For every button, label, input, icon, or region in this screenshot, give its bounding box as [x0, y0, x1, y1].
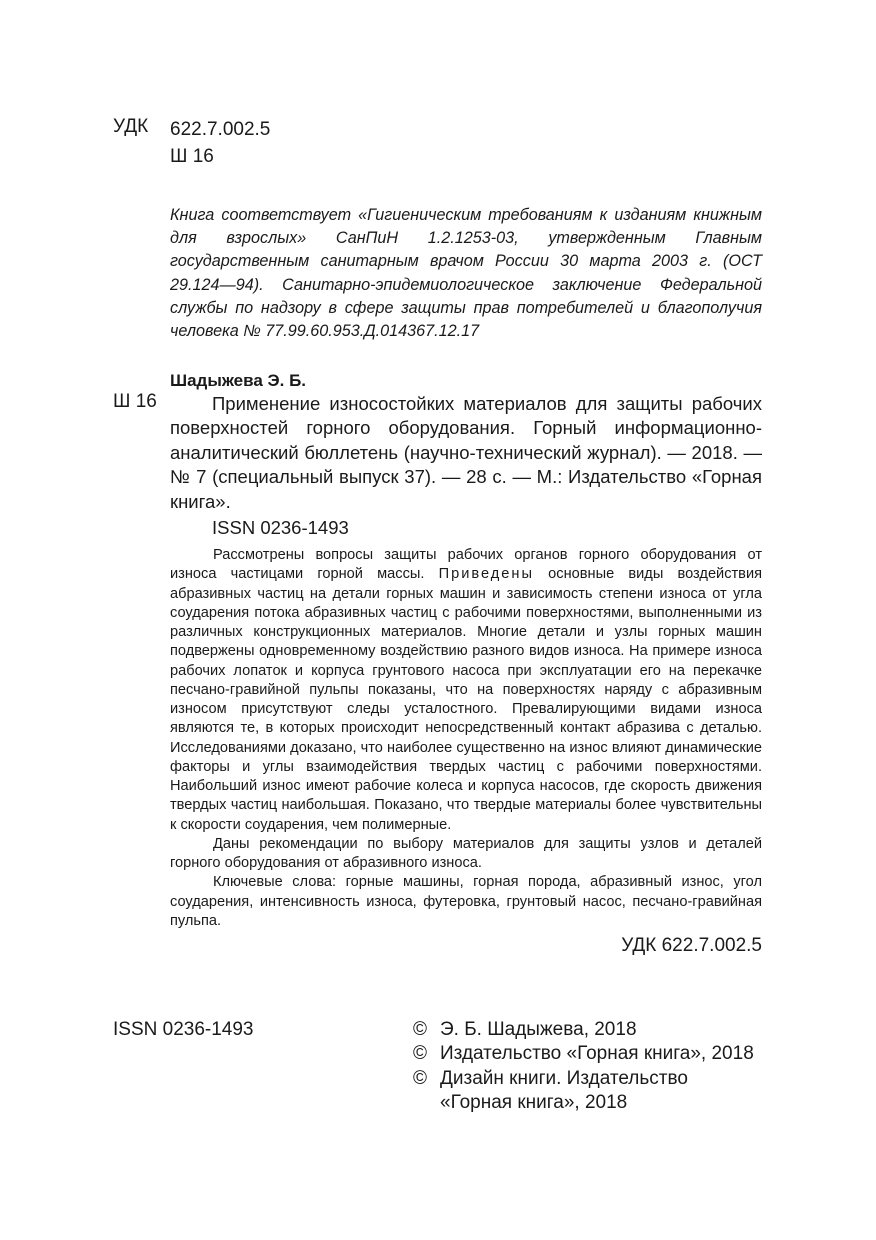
copyright-block [413, 1018, 754, 1116]
udk-bottom: УДК 622.7.002.5 [621, 935, 762, 956]
copyright-design: Дизайн книги. Издательство [440, 1067, 688, 1089]
abstract [170, 546, 762, 931]
copyright-icon: © [413, 1019, 427, 1040]
hygiene-note: Книга соответствует «Гигиеническим требованиям к изданиям книжным для взрослых» СанПиН 1.2.1253-03, утвержденным Главным государственным санитарным врачом России 30 марта 2003 г. (ОСТ 29.124—94). Санитарно-эпидемиологическое заключение Федеральной службы по надзору в сфере защиты прав потребителей и благополучия человека № 77.99.60.953.Д.014367.12.17 [170, 206, 762, 341]
copyright-icon: © [413, 1043, 427, 1065]
udk-code: 622.7.002.5 [170, 119, 271, 140]
copyright-line-3 [413, 1067, 754, 1091]
bbk-code: Ш 16 [170, 146, 214, 167]
copyright-author: Э. Б. Шадыжева, 2018 [440, 1019, 637, 1040]
copyright-design-cont: «Горная книга», 2018 [440, 1092, 628, 1114]
udk-label: УДК [113, 116, 149, 137]
catalog-shifr: Ш 16 [113, 391, 157, 412]
abstract-text-rest: основные виды воздействия абразивных частиц на детали горных машин и зависимость степени износа от угла соударения потока абразивных частиц с рабочими поверхностями, выполненными из различных конструкционных материалов. Многие детали и узлы горных машин подвержены одновременному воздействию разного видов износа. На примере износа рабочих лопаток и корпуса грунтового насоса при эксплуатации его на перекачке песчано-гравийной пульпы показаны, что на поверхностях наряду с абразивным износом присутствуют следы усталостного. Превалирующими видами износа являются те, в которых происходит непосредственный контакт абразива с деталью. Исследованиями доказано, что наиболее существенно на износ влияют динамические факторы и углы взаимодействия твердых частиц с рабочими поверхностями. Наибольший износ имеют рабочие колеса и корпуса насосов, где скорость движения твердых частиц наибольшая. Показано, что твердые материалы более чувствительны к скорости соударения, чем полимерные. [170, 566, 762, 833]
copyright-icon: © [413, 1067, 427, 1089]
bibliographic-description: Применение износостойких материалов для защиты рабочих поверхностей горного оборудования. Горный информационно-аналитический бюллетень (научно-технический журнал). — 2018. — № 7 (специальный выпуск 37). — 28 с. — М.: Издательство «Горная книга». [170, 393, 762, 512]
copyright-publisher: Издательство «Горная книга», 2018 [440, 1043, 754, 1065]
abstract-paragraph-2: Даны рекомендации по выбору материалов для защиты узлов и деталей горного оборудования от абразивного износа. [170, 835, 762, 871]
issn-catalog: ISSN 0236-1493 [212, 517, 349, 538]
issn-bottom: ISSN 0236-1493 [113, 1019, 254, 1040]
abstract-text-start: Рассмотрены вопросы защиты рабочих органов горного оборудования от износа частицами горной массы. [170, 547, 762, 583]
abstract-spaced-word: Приведены [438, 566, 534, 583]
author-name: Шадыжева Э. Б. [170, 371, 307, 390]
udk-codes [170, 116, 270, 170]
abstract-paragraph-1 [170, 546, 762, 835]
keywords-paragraph: Ключевые слова: горные машины, горная порода, абразивный износ, угол соударения, интенсивность износа, футеровка, грунтовый насос, песчано-гравийная пульпа. [170, 874, 762, 929]
copyright-line-2 [413, 1042, 754, 1066]
copyright-line-1 [413, 1018, 754, 1042]
